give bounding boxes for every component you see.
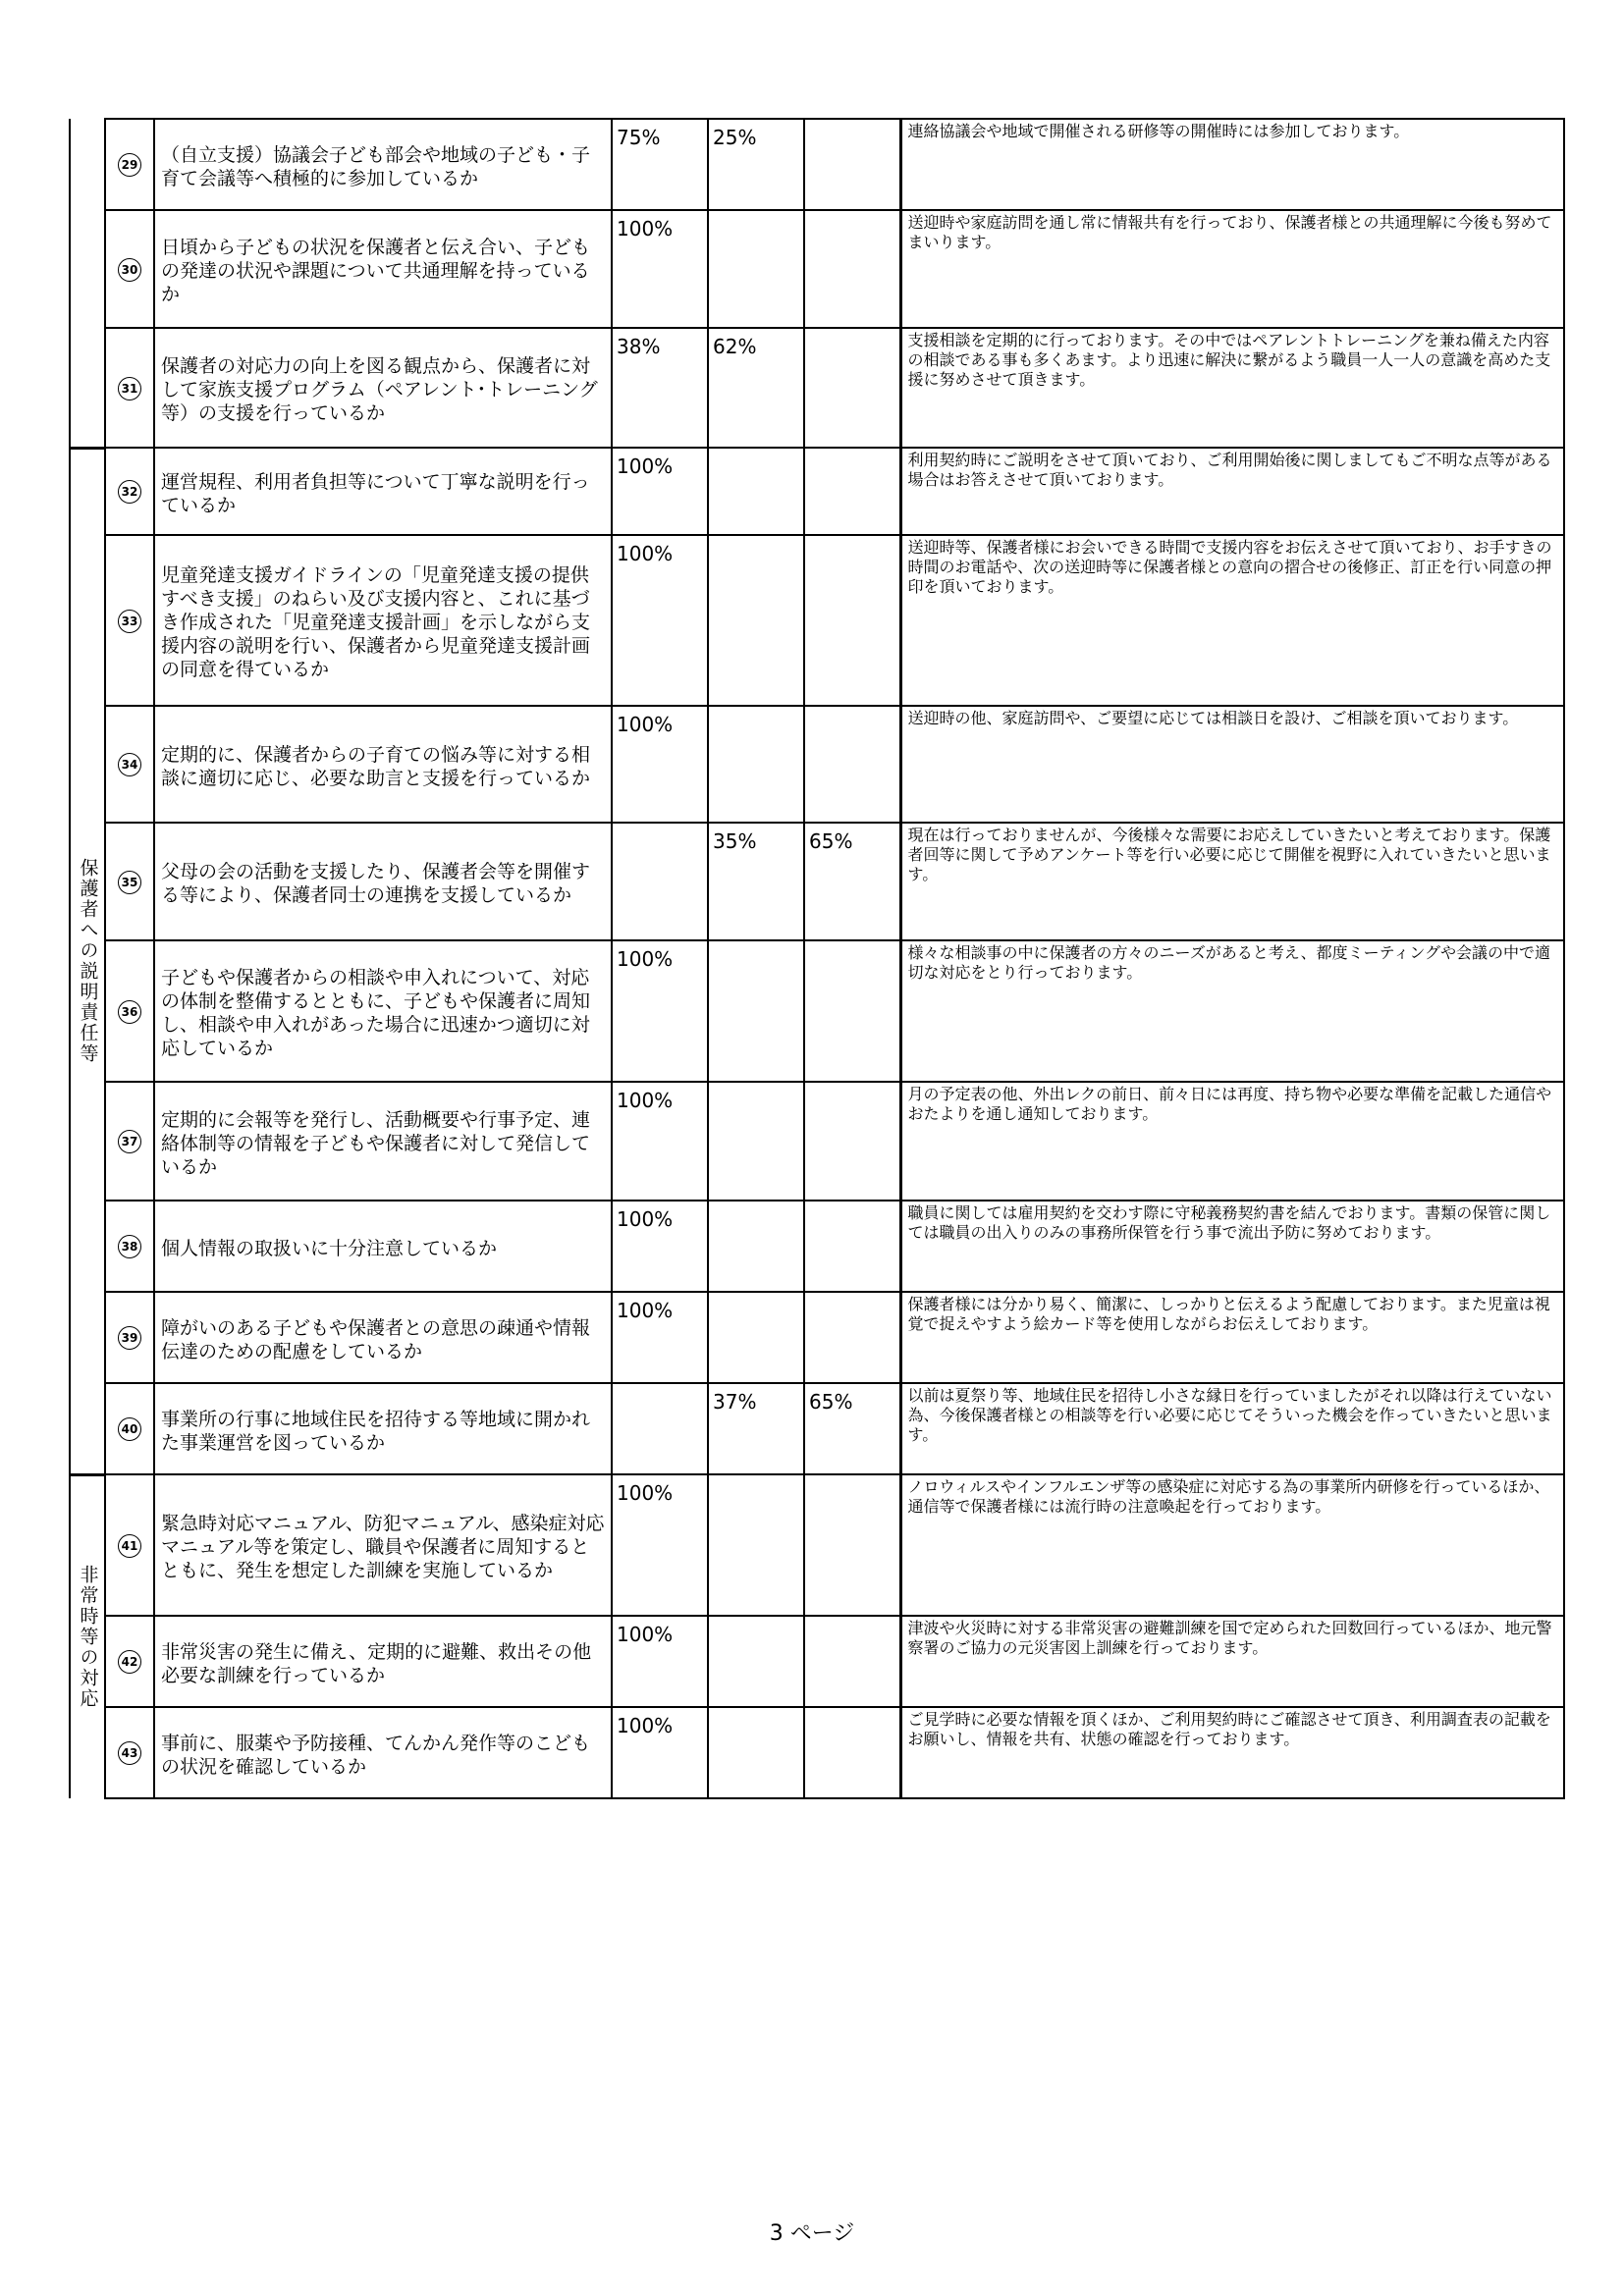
page-number: 3 ページ	[769, 2221, 855, 2246]
question-text: 運営規程、利用者負担等について丁寧な説明を行っているか	[154, 448, 612, 535]
table-row	[70, 823, 1564, 940]
question-text: 父母の会の活動を支援したり、保護者会等を開催する等により、保護者同士の連携を支援しているか	[154, 823, 612, 940]
item-number-cell	[105, 940, 154, 1082]
comment-text: 現在は行っておりませんが、今後様々な需要にお応えしていきたいと考えております。保護者回等に関して予めアンケート等を行い必要に応じて開催を視野に入れていきたいと思います。	[900, 823, 1564, 940]
answer-percent-1: 100%	[612, 1707, 708, 1798]
question-text: 事前に、服薬や予防接種、てんかん発作等のこどもの状況を確認しているか	[154, 1707, 612, 1798]
question-text: 定期的に会報等を発行し、活動概要や行事予定、連絡体制等の情報を子どもや保護者に対して発信しているか	[154, 1082, 612, 1201]
category-label: 保護者への説明責任等	[77, 858, 99, 1064]
answer-percent-3	[804, 448, 900, 535]
answer-percent-1	[612, 1383, 708, 1474]
answer-percent-3	[804, 940, 900, 1082]
table-row	[70, 1082, 1564, 1201]
answer-percent-1: 100%	[612, 1616, 708, 1707]
answer-percent-3	[804, 1474, 900, 1616]
item-number: 30	[118, 258, 141, 282]
answer-percent-3	[804, 535, 900, 706]
comment-text: 支援相談を定期的に行っております。その中ではペアレントトレーニングを兼ね備えた内容の相談である事も多くあます。より迅速に解決に繋がるよう職員一人一人の意識を高めた支援に努めさせて頂きます。	[900, 328, 1564, 448]
item-number-cell	[105, 823, 154, 940]
comment-text: 送迎時の他、家庭訪問や、ご要望に応じては相談日を設け、ご相談を頂いております。	[900, 706, 1564, 823]
table-row	[70, 210, 1564, 328]
item-number: 43	[118, 1741, 141, 1765]
table-row	[70, 448, 1564, 535]
item-number: 42	[118, 1650, 141, 1674]
comment-text: 送迎時や家庭訪問を通し常に情報共有を行っており、保護者様との共通理解に今後も努めてまいります。	[900, 210, 1564, 328]
question-text: 日頃から子どもの状況を保護者と伝え合い、子どもの発達の状況や課題について共通理解を持っているか	[154, 210, 612, 328]
comment-text: 津波や火災時に対する非常災害の避難訓練を国で定められた回数回行っているほか、地元警察署のご協力の元災害図上訓練を行っております。	[900, 1616, 1564, 1707]
item-number-cell	[105, 535, 154, 706]
answer-percent-1	[612, 823, 708, 940]
table-row	[70, 1474, 1564, 1616]
answer-percent-1: 100%	[612, 940, 708, 1082]
answer-percent-2	[708, 940, 804, 1082]
comment-text: ご見学時に必要な情報を頂くほか、ご利用契約時にご確認させて頂き、利用調査表の記載をお願いし、情報を共有、状態の確認を行っております。	[900, 1707, 1564, 1798]
answer-percent-1: 100%	[612, 1082, 708, 1201]
answer-percent-1: 75%	[612, 119, 708, 210]
item-number: 34	[118, 753, 141, 776]
comment-text: 保護者様には分かり易く、簡潔に、しっかりと伝えるよう配慮しております。また児童は視覚で捉えやすよう絵カード等を使用しながらお伝えしております。	[900, 1292, 1564, 1383]
item-number-cell	[105, 210, 154, 328]
answer-percent-3	[804, 1707, 900, 1798]
question-text: 事業所の行事に地域住民を招待する等地域に開かれた事業運営を図っているか	[154, 1383, 612, 1474]
answer-percent-1: 38%	[612, 328, 708, 448]
table-row	[70, 328, 1564, 448]
item-number: 29	[118, 153, 141, 177]
category-cell	[70, 1474, 105, 1798]
evaluation-table	[69, 118, 1565, 1799]
answer-percent-1: 100%	[612, 1292, 708, 1383]
question-text: 緊急時対応マニュアル、防犯マニュアル、感染症対応マニュアル等を策定し、職員や保護者に周知するとともに、発生を想定した訓練を実施しているか	[154, 1474, 612, 1616]
category-cell	[70, 119, 105, 448]
item-number: 39	[118, 1326, 141, 1350]
question-text: 児童発達支援ガイドラインの「児童発達支援の提供すべき支援」のねらい及び支援内容と、これに基づき作成された「児童発達支援計画」を示しながら支援内容の説明を行い、保護者から児童発達支援計画の同意を得ているか	[154, 535, 612, 706]
question-text: 保護者の対応力の向上を図る観点から、保護者に対して家族支援プログラム（ペアレント･トレーニング等）の支援を行っているか	[154, 328, 612, 448]
item-number-cell	[105, 1082, 154, 1201]
answer-percent-3: 65%	[804, 823, 900, 940]
answer-percent-2	[708, 535, 804, 706]
answer-percent-3	[804, 706, 900, 823]
answer-percent-2	[708, 1616, 804, 1707]
answer-percent-3	[804, 1201, 900, 1292]
category-cell	[70, 448, 105, 1474]
table-row	[70, 1707, 1564, 1798]
item-number-cell	[105, 1474, 154, 1616]
item-number-cell	[105, 448, 154, 535]
item-number-cell	[105, 1616, 154, 1707]
table-row	[70, 706, 1564, 823]
table-row	[70, 1616, 1564, 1707]
question-text: 個人情報の取扱いに十分注意しているか	[154, 1201, 612, 1292]
item-number: 31	[118, 377, 141, 400]
item-number: 36	[118, 1000, 141, 1024]
answer-percent-2: 37%	[708, 1383, 804, 1474]
comment-text: 以前は夏祭り等、地域住民を招待し小さな縁日を行っていましたがそれ以降は行えていない為、今後保護者様との相談等を行い必要に応じてそういった機会を作っていきたいと思います。	[900, 1383, 1564, 1474]
item-number: 32	[118, 480, 141, 504]
item-number: 35	[118, 871, 141, 894]
question-text: 定期的に、保護者からの子育ての悩み等に対する相談に適切に応じ、必要な助言と支援を行っているか	[154, 706, 612, 823]
answer-percent-1: 100%	[612, 1201, 708, 1292]
table-row	[70, 1201, 1564, 1292]
answer-percent-2: 35%	[708, 823, 804, 940]
table-row	[70, 940, 1564, 1082]
comment-text: 職員に関しては雇用契約を交わす際に守秘義務契約書を結んでおります。書類の保管に関しては職員の出入りのみの事務所保管を行う事で流出予防に努めております。	[900, 1201, 1564, 1292]
answer-percent-2	[708, 210, 804, 328]
answer-percent-2: 62%	[708, 328, 804, 448]
item-number: 33	[118, 610, 141, 633]
item-number-cell	[105, 1201, 154, 1292]
answer-percent-3	[804, 1292, 900, 1383]
item-number: 40	[118, 1417, 141, 1441]
item-number: 38	[118, 1235, 141, 1258]
comment-text: 月の予定表の他、外出レクの前日、前々日には再度、持ち物や必要な準備を記載した通信やおたよりを通し通知しております。	[900, 1082, 1564, 1201]
table-row	[70, 1383, 1564, 1474]
table-row	[70, 119, 1564, 210]
answer-percent-3: 65%	[804, 1383, 900, 1474]
comment-text: ノロウィルスやインフルエンザ等の感染症に対応する為の事業所内研修を行っているほか、通信等で保護者様には流行時の注意喚起を行っております。	[900, 1474, 1564, 1616]
answer-percent-3	[804, 1082, 900, 1201]
answer-percent-1: 100%	[612, 1474, 708, 1616]
answer-percent-2: 25%	[708, 119, 804, 210]
table-row	[70, 1292, 1564, 1383]
question-text: 非常災害の発生に備え、定期的に避難、救出その他必要な訓練を行っているか	[154, 1616, 612, 1707]
answer-percent-2	[708, 706, 804, 823]
item-number-cell	[105, 1707, 154, 1798]
item-number-cell	[105, 1383, 154, 1474]
answer-percent-3	[804, 1616, 900, 1707]
question-text: 子どもや保護者からの相談や申入れについて、対応の体制を整備するとともに、子どもや保護者に周知し、相談や申入れがあった場合に迅速かつ適切に対応しているか	[154, 940, 612, 1082]
table-row	[70, 535, 1564, 706]
item-number: 41	[118, 1534, 141, 1558]
answer-percent-3	[804, 328, 900, 448]
answer-percent-2	[708, 1082, 804, 1201]
answer-percent-2	[708, 1707, 804, 1798]
answer-percent-2	[708, 1292, 804, 1383]
answer-percent-1: 100%	[612, 535, 708, 706]
answer-percent-1: 100%	[612, 210, 708, 328]
answer-percent-1: 100%	[612, 706, 708, 823]
answer-percent-3	[804, 119, 900, 210]
question-text: （自立支援）協議会子ども部会や地域の子ども・子育て会議等へ積極的に参加しているか	[154, 119, 612, 210]
item-number-cell	[105, 119, 154, 210]
comment-text: 様々な相談事の中に保護者の方々のニーズがあると考え、都度ミーティングや会議の中で適切な対応をとり行っております。	[900, 940, 1564, 1082]
comment-text: 送迎時等、保護者様にお会いできる時間で支援内容をお伝えさせて頂いており、お手すきの時間のお電話や、次の送迎時等に保護者様との意向の摺合せの後修正、訂正を行い同意の押印を頂いております。	[900, 535, 1564, 706]
answer-percent-2	[708, 448, 804, 535]
comment-text: 連絡協議会や地域で開催される研修等の開催時には参加しております。	[900, 119, 1564, 210]
answer-percent-2	[708, 1474, 804, 1616]
item-number-cell	[105, 328, 154, 448]
category-label: 非常時等の対応	[77, 1565, 99, 1710]
answer-percent-2	[708, 1201, 804, 1292]
item-number: 37	[118, 1130, 141, 1153]
comment-text: 利用契約時にご説明をさせて頂いており、ご利用開始後に関しましてもご不明な点等がある場合はお答えさせて頂いております。	[900, 448, 1564, 535]
answer-percent-1: 100%	[612, 448, 708, 535]
item-number-cell	[105, 1292, 154, 1383]
question-text: 障がいのある子どもや保護者との意思の疎通や情報伝達のための配慮をしているか	[154, 1292, 612, 1383]
answer-percent-3	[804, 210, 900, 328]
item-number-cell	[105, 706, 154, 823]
